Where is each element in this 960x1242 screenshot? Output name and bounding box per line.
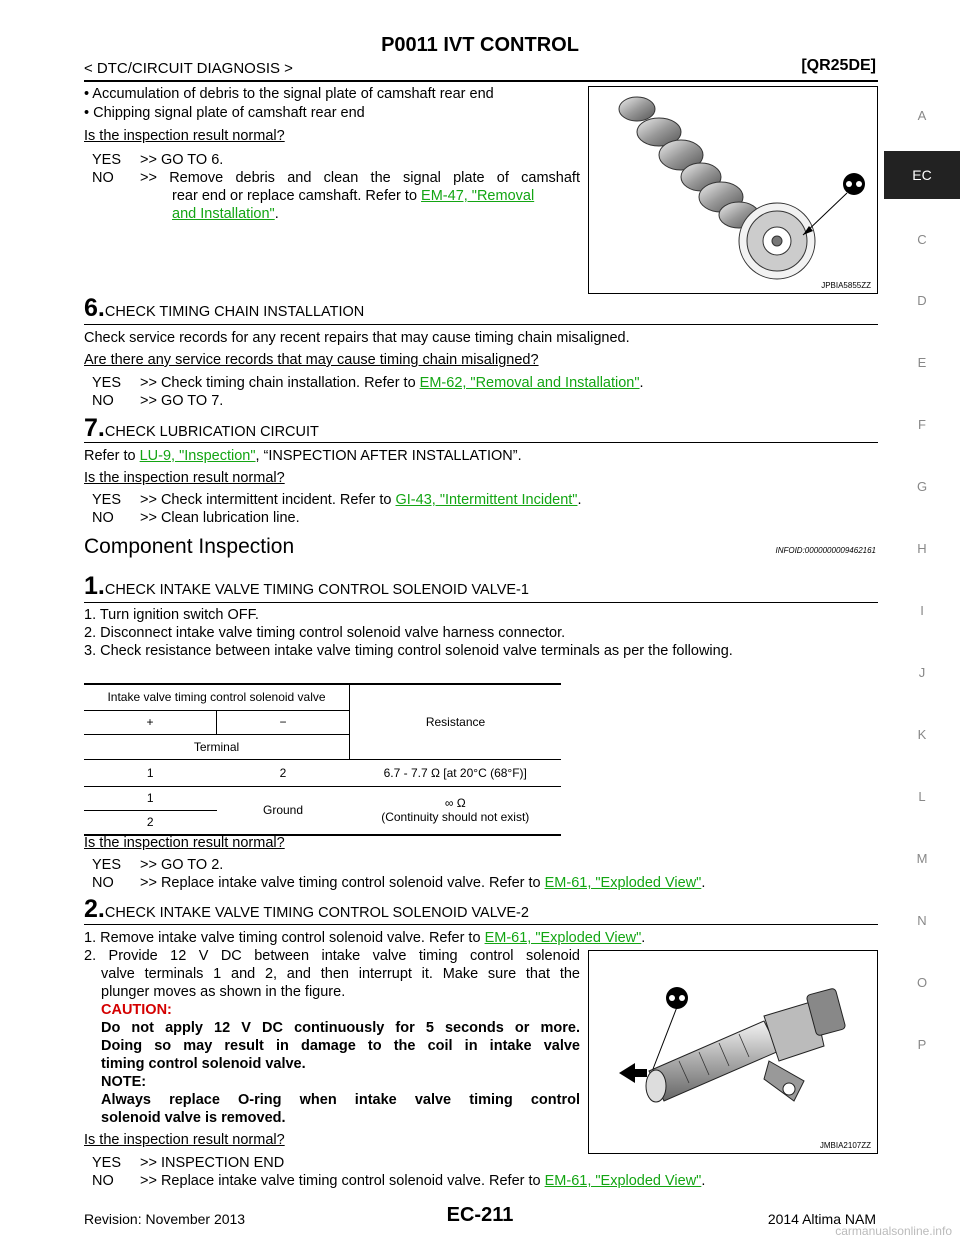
tab-k[interactable]: K [917,727,927,742]
table-header-minus: − [217,710,350,734]
link-gi43[interactable]: GI-43, "Intermittent Incident" [395,492,578,508]
tail: . [701,1173,706,1189]
list-item: 3. Check resistance between intake valve timing control solenoid valve terminals as per the following. [84,643,733,659]
tab-l[interactable]: L [918,789,926,804]
yes-key: YES [92,152,122,168]
no-value [140,1173,705,1189]
caution-text: Do not apply 12 V DC continuously for 5 seconds or more. [101,1020,580,1036]
solenoid-illustration [589,951,877,1153]
caution-label: CAUTION: [101,1002,172,1018]
link-lu9[interactable]: LU-9, "Inspection" [139,448,256,464]
rule [84,324,878,325]
no-key: NO [92,1173,114,1189]
step-title: CHECK INTAKE VALVE TIMING CONTROL SOLENOID VALVE-2 [104,905,529,921]
infinity-ohm: ∞ Ω [444,796,466,811]
page-title: P0011 IVT CONTROL [381,34,579,56]
list-item: 2. Disconnect intake valve timing control solenoid valve harness connector. [84,625,566,641]
yes-text: >> Check intermittent incident. Refer to [140,492,396,508]
rule [84,442,878,443]
rule [84,924,878,925]
no-key: NO [92,510,114,526]
table-cell: Ground [262,803,304,818]
tail: . [641,930,646,946]
tab-p[interactable]: P [917,1037,927,1052]
question: Is the inspection result normal? [84,835,285,851]
table-cell: 1 [146,791,154,805]
no-key: NO [92,170,114,186]
step-6-heading [84,294,364,323]
tab-d[interactable]: D [917,293,927,308]
tab-o[interactable]: O [916,975,928,990]
list-item: 1. Turn ignition switch OFF. [84,607,259,623]
list-item [84,929,645,947]
list-item: 2. Provide 12 V DC between intake valve timing control solenoid [84,948,580,964]
link-em61[interactable]: EM-61, "Exploded View" [544,875,702,891]
revision: Revision: November 2013 [84,1211,246,1227]
caution-text: Doing so may result in damage to the coil in intake valve [101,1038,580,1054]
figure-id: JPBIA5855ZZ [821,281,871,290]
step-number: 2. [84,895,105,923]
yes-key: YES [92,1155,122,1171]
link-em47[interactable]: EM-47, "Removal [421,188,535,204]
step-number: 6. [84,294,105,322]
info-id: INFOID:0000000009462161 [775,546,876,555]
yes-key: YES [92,492,122,508]
list-item-cont: plunger moves as shown in the figure. [101,984,346,1000]
no-value-line3 [172,206,279,222]
tab-e[interactable]: E [917,355,927,370]
watermark: carmanualsonline.info [835,1224,952,1238]
table-header-terminal: Terminal [84,734,350,759]
step-title: CHECK LUBRICATION CIRCUIT [104,424,319,440]
step-title: CHECK TIMING CHAIN INSTALLATION [104,304,365,320]
figure-id: JMBIA2107ZZ [819,1141,871,1150]
camshaft-illustration [589,87,877,293]
step-number: 1. [84,572,105,600]
text: Refer to [84,448,140,464]
table-cell: 2 [279,765,287,780]
table-cell-open [350,786,562,834]
link-em61[interactable]: EM-61, "Exploded View" [544,1173,702,1189]
yes-value [140,492,582,508]
tail: . [639,375,644,391]
no-value: >> GO TO 7. [140,393,224,409]
page-number: EC-211 [446,1204,514,1226]
step-6-text: Check service records for any recent repairs that may cause timing chain misaligned. [84,330,630,346]
tail: . [577,492,582,508]
tab-n[interactable]: N [917,913,927,928]
table-header-plus: + [84,710,217,734]
no-value: >> Remove debris and clean the signal plate of camshaft [140,170,580,186]
tab-f[interactable]: F [918,417,926,432]
no-text: >> Replace intake valve timing control solenoid valve. Refer to [140,875,545,891]
no-value-line2 [172,188,534,204]
link-em62[interactable]: EM-62, "Removal and Installation" [419,375,640,391]
tab-a[interactable]: A [917,108,927,123]
yes-value: >> GO TO 6. [140,152,224,168]
no-value [140,875,705,891]
no-key: NO [92,875,114,891]
text: , “INSPECTION AFTER INSTALLATION”. [255,448,522,464]
rule [84,602,878,603]
tab-h[interactable]: H [917,541,927,556]
no-text: >> Replace intake valve timing control solenoid valve. Refer to [140,1173,545,1189]
table-cell: 1 [146,765,154,780]
tab-c[interactable]: C [917,232,927,247]
yes-key: YES [92,375,122,391]
tab-i[interactable]: I [920,603,924,618]
question: Is the inspection result normal? [84,1132,285,1148]
step-7-text [84,447,522,465]
no-value: >> Clean lubrication line. [140,510,300,526]
table-cell: 2 [146,815,154,830]
question: Is the inspection result normal? [84,470,285,486]
list-item-cont: valve terminals 1 and 2, and then interrupt it. Make sure that the [101,966,580,982]
yes-value [140,375,644,391]
note-text: solenoid valve is removed. [101,1110,286,1126]
bullet-debris: • Accumulation of debris to the signal plate of camshaft rear end [84,86,494,102]
note-text: Always replace O-ring when intake valve timing control [101,1092,580,1108]
engine-code: [QR25DE] [801,57,876,74]
no-value-text: rear end or replace camshaft. Refer to [172,188,422,204]
movement-arrow-icon [619,1063,647,1083]
camshaft-figure [588,86,878,294]
step-title: CHECK INTAKE VALVE TIMING CONTROL SOLENOID VALVE-1 [104,582,529,598]
continuity-note: (Continuity should not exist) [381,810,530,825]
note-label: NOTE: [101,1074,147,1090]
table-header-resistance: Resistance [425,714,486,729]
cstep-2-heading [84,895,529,924]
step-7-heading [84,414,319,443]
table-header-component: Intake valve timing control solenoid valve [84,685,350,710]
text: 1. Remove intake valve timing control solenoid valve. Refer to [84,930,485,946]
no-tail: . [274,206,279,222]
cstep-1-heading [84,572,529,601]
tab-j[interactable]: J [918,665,926,680]
yes-key: YES [92,857,122,873]
header-rule [84,80,878,82]
yes-value: >> INSPECTION END [140,1155,285,1171]
step-number: 7. [84,414,105,442]
caution-text: timing control solenoid valve. [101,1056,306,1072]
tail: . [701,875,706,891]
model: 2014 Altima NAM [767,1211,876,1227]
link-em61[interactable]: EM-61, "Exploded View" [484,930,642,946]
resistance-table [84,683,561,836]
link-em47-cont[interactable]: and Installation" [172,206,275,222]
tab-g[interactable]: G [916,479,928,494]
question: Is the inspection result normal? [84,128,285,144]
solenoid-figure [588,950,878,1154]
question: Are there any service records that may cause timing chain misaligned? [84,352,539,368]
section-heading: Component Inspection [84,535,295,558]
bullet-chipping: • Chipping signal plate of camshaft rear end [84,105,365,121]
section-label: < DTC/CIRCUIT DIAGNOSIS > [84,60,293,77]
tab-m[interactable]: M [916,851,928,866]
yes-value: >> GO TO 2. [140,857,224,873]
no-key: NO [92,393,114,409]
table-cell: 6.7 - 7.7 Ω [at 20°C (68°F)] [383,765,527,780]
tab-ec[interactable]: EC [884,151,960,199]
yes-text: >> Check timing chain installation. Refer to [140,375,420,391]
